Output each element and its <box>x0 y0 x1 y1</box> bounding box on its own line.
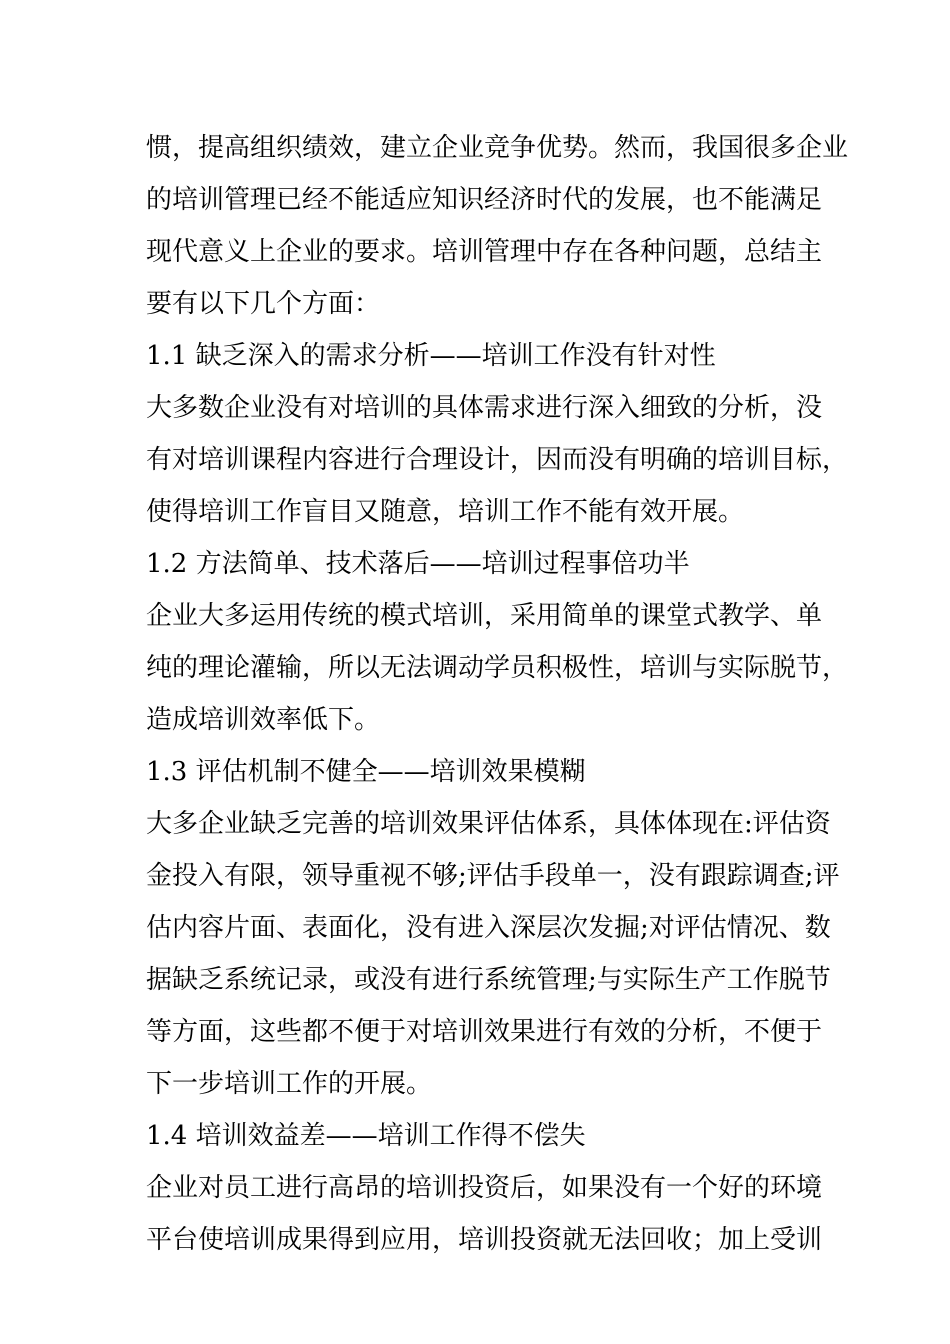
text-line: 造成培训效率低下。 <box>146 705 381 735</box>
text-line: 大多数企业没有对培训的具体需求进行深入细致的分析，没 <box>146 393 823 423</box>
document-page <box>146 122 849 1266</box>
section-1-2 <box>146 538 849 746</box>
section-heading: 1.1 缺乏深入的需求分析——培训工作没有针对性 <box>146 341 716 371</box>
intro-paragraph <box>146 122 849 330</box>
text-line: 下一步培训工作的开展。 <box>146 1069 433 1099</box>
text-line: 估内容片面、表面化，没有进入深层次发掘;对评估情况、数 <box>146 913 831 943</box>
text-line: 金投入有限，领导重视不够;评估手段单一，没有跟踪调查;评 <box>146 861 840 891</box>
text-line: 企业大多运用传统的模式培训，采用简单的课堂式教学、单 <box>146 601 823 631</box>
section-heading: 1.2 方法简单、技术落后——培训过程事倍功半 <box>146 549 690 579</box>
text-line: 使得培训工作盲目又随意，培训工作不能有效开展。 <box>146 497 745 527</box>
text-line: 据缺乏系统记录，或没有进行系统管理;与实际生产工作脱节 <box>146 965 831 995</box>
text-line: 要有以下几个方面： <box>146 289 381 319</box>
text-line: 的培训管理已经不能适应知识经济时代的发展，也不能满足 <box>146 185 823 215</box>
text-line: 现代意义上企业的要求。培训管理中存在各种问题，总结主 <box>146 237 823 267</box>
text-line: 等方面，这些都不便于对培训效果进行有效的分析，不便于 <box>146 1017 823 1047</box>
section-1-4 <box>146 1110 826 1266</box>
section-heading: 1.4 培训效益差——培训工作得不偿失 <box>146 1121 586 1151</box>
text-line: 惯，提高组织绩效，建立企业竞争优势。然而，我国很多企业 <box>146 133 849 163</box>
text-line: 有对培训课程内容进行合理设计，因而没有明确的培训目标， <box>146 445 849 475</box>
section-1-3 <box>146 746 840 1110</box>
text-line: 企业对员工进行高昂的培训投资后，如果没有一个好的环境 <box>146 1173 823 1203</box>
text-line: 平台使培训成果得到应用，培训投资就无法回收；加上受训 <box>146 1225 823 1255</box>
text-line: 大多企业缺乏完善的培训效果评估体系，具体体现在:评估资 <box>146 809 831 839</box>
section-heading: 1.3 评估机制不健全——培训效果模糊 <box>146 757 586 787</box>
section-1-1 <box>146 330 849 538</box>
text-line: 纯的理论灌输，所以无法调动学员积极性，培训与实际脱节， <box>146 653 849 683</box>
